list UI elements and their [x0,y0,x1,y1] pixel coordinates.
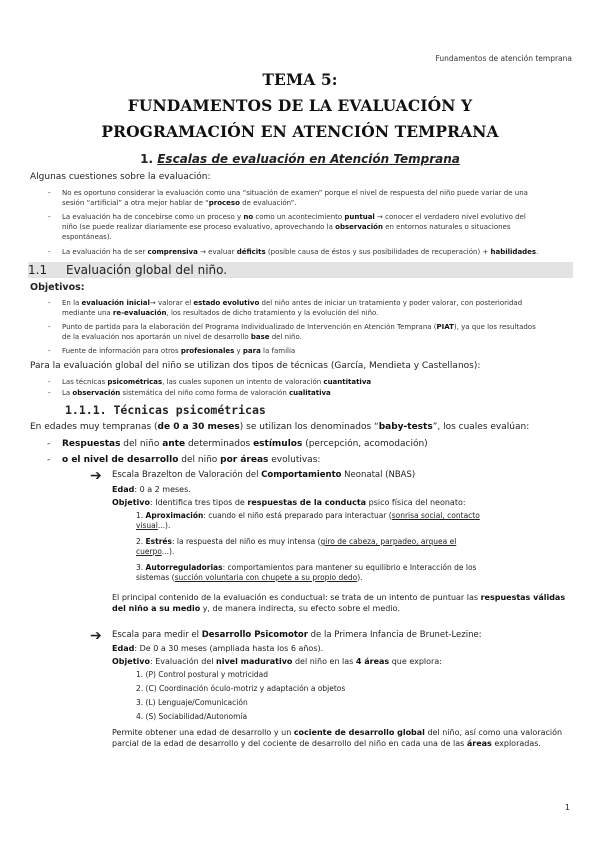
nbas-paragraph: El principal contenido de la evaluación es conductual: se trata de un intento de puntuar las respuestas válidas del niño a su medio y, de manera indirecta, su efecto sobre el medio. [112,593,566,613]
nbas-title: Escala Brazelton de Valoración del Comportamiento Neonatal (NBAS) [112,470,416,480]
edades-text: En edades muy tempranas (de 0 a 30 meses) se utilizan los denominados “baby-tests”, los cuales evalúan: [30,422,530,432]
brunet-title: Escala para medir el Desarrollo Psicomotor de la Primera Infancia de Brunet-Lezine: [112,630,482,640]
title-line-2: FUNDAMENTOS DE LA EVALUACIÓN Y [127,96,473,115]
nbas-item-estres: 2. Estrés: la respuesta del niño es muy intensa (giro de cabeza, parpadeo, arquea el cuerpo...). [136,537,457,556]
brunet-paragraph: Permite obtener una edad de desarrollo y un cociente de desarrollo global del niño, así como una valoración parcial de la edad de desarrollo y del cociente de desarrollo del niño en cada una de las áreas exploradas. [112,728,563,748]
nbas-objetivo: Objetivo: Identifica tres tipos de respuestas de la conducta psico física del neonato: [112,498,466,507]
section-1-1-1-title: Técnicas psicométricas [113,403,266,417]
section-1-number: 1. [140,152,154,166]
evalua-nivel-desarrollo: - o el nivel de desarrollo del niño por áreas evolutivas: [62,455,320,465]
intro-text: Algunas cuestiones sobre la evaluación: [30,172,211,182]
objetivo-3: - Fuente de información para otros profesionales y para la familia [62,346,567,356]
section-1-1-number: 1.1 [28,263,48,277]
intro-bullet-3: - La evaluación ha de ser comprensiva → evaluar déficits (posible causa de éstos y sus posibilidades de recuperación) + habilidades. [62,247,567,257]
brunet-objetivo: Objetivo: Evaluación del nivel madurativo del niño en las 4 áreas que explora: [112,657,442,666]
nbas-item-aproximacion: 1. Aproximación: cuando el niño está preparado para interactuar (sonrisa social, contacto visual...). [136,511,480,530]
objetivo-1: - En la evaluación inicial→ valorar el estado evolutivo del niño antes de iniciar un tratamiento y poder valorar, con posterioridad mediante una re-evaluación, los resultados de dicho tratamiento y la evolución del niño. [62,298,567,318]
tecnicas-intro: Para la evaluación global del niño se utilizan dos tipos de técnicas (García, Mendieta y Castellanos): [30,361,481,371]
section-1-1-1-number: 1.1.1. [65,403,107,417]
brunet-area-item: 3. (L) Lenguaje/Comunicación [136,698,248,707]
brunet-edad: Edad: De 0 a 30 meses (ampliada hasta los 6 años). [112,644,324,653]
section-1-1-1-heading [65,403,266,417]
nbas-item-autorreguladorias: 3. Autorreguladorias: comportamientos para mantener su equilibrio e Interacción de los sistemas (succión voluntaria con chupete a su propio dedo). [136,563,477,582]
arrow-bullet-icon: ➔ [90,468,102,484]
tecnica-1: - Las técnicas psicométricas, las cuales suponen un intento de valoración cuantitativa [62,377,567,387]
section-1-title: Escalas de evaluación en Atención Temprana [157,152,460,166]
intro-bullet-2: - La evaluación ha de concebirse como un proceso y no como un acontecimiento puntual → conocer el verdadero nivel evolutivo del niño (se puede realizar diariamente ese proceso evaluativo, aprovechando la observación en entornos naturales o situaciones espontáneas). [62,212,567,242]
intro-bullet-1: - No es oportuno considerar la evaluación como una “situación de examen” porque el nivel de respuesta del niño puede variar de una sesión “artificial” a otra mejor hablar de “proceso de evaluación”. [62,188,567,208]
section-1-1-title: Evaluación global del niño. [66,263,228,277]
objetivos-label: Objetivos: [30,282,85,293]
evalua-respuestas: - Respuestas del niño ante determinados estímulos (percepción, acomodación) [62,439,428,449]
title-line-3: PROGRAMACIÓN EN ATENCIÓN TEMPRANA [101,122,499,141]
nbas-edad: Edad: 0 a 2 meses. [112,485,191,494]
section-1-1-heading [28,262,573,278]
tecnica-2: - La observación sistemática del niño como forma de valoración cualitativa [62,388,567,398]
section-1-heading [0,152,600,166]
page-number: 1 [564,803,570,812]
running-header: Fundamentos de atención temprana [435,54,572,63]
title-line-1: TEMA 5: [262,70,338,89]
brunet-area-item: 4. (S) Sociabilidad/Autonomía [136,712,248,721]
objetivo-2: - Punto de partida para la elaboración del Programa Individualizado de Intervención en Atención Temprana (PIAT), ya que los resultados de la evaluación nos aportarán un nivel de desarrollo base del niño. [62,322,567,342]
brunet-area-item: 1. (P) Control postural y motricidad [136,670,269,679]
arrow-bullet-icon: ➔ [90,628,102,644]
brunet-area-item: 2. (C) Coordinación óculo-motriz y adaptación a objetos [136,684,346,693]
